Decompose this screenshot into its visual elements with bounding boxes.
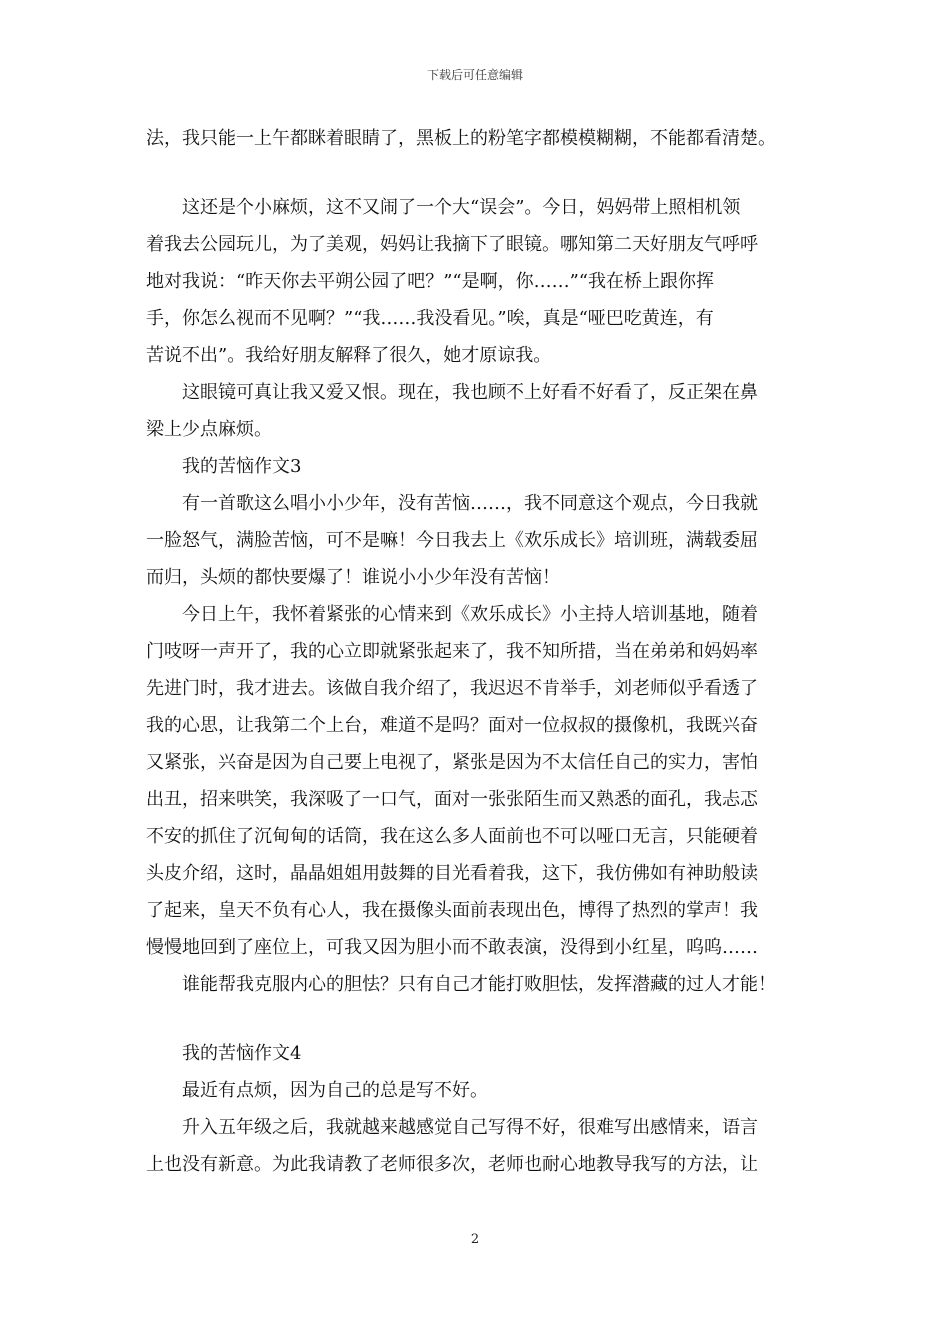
page-header: 下载后可任意编辑 (426, 68, 523, 82)
text-line: 上也没有新意。为此我请教了老师很多次，老师也耐心地教导我写的方法，让 (146, 1154, 758, 1175)
text-line: 地对我说：“昨天你去平朔公园了吧？”“是啊，你……”“我在桥上跟你挥 (146, 271, 715, 292)
text-line: 最近有点烦，因为自己的总是写不好。 (182, 1080, 488, 1101)
text-line: 升入五年级之后，我就越来越感觉自己写得不好，很难写出感情来，语言 (182, 1117, 758, 1138)
document-body (146, 120, 826, 1183)
text-line: 这还是个小麻烦，这不又闹了一个大“误会”。今日，妈妈带上照相机领 (182, 197, 741, 218)
text-line: 又紧张，兴奋是因为自己要上电视了，紧张是因为不太信任自己的实力，害怕 (146, 752, 758, 773)
text-line: 谁能帮我克服内心的胆怯？只有自己才能打败胆怯，发挥潜藏的过人才能！ (182, 974, 776, 995)
text-line: 了起来，皇天不负有心人，我在摄像头面前表现出色，博得了热烈的掌声！我 (146, 900, 758, 921)
page-number: 2 (470, 1232, 480, 1247)
text-line: 门吱呀一声开了，我的心立即就紧张起来了，我不知所措，当在弟弟和妈妈率 (146, 641, 758, 662)
text-line: 头皮介绍，这时，晶晶姐姐用鼓舞的目光看着我，这下，我仿佛如有神助般读 (146, 863, 758, 884)
paragraph-gap (146, 1003, 826, 1035)
text-line: 一脸怒气，满脸苦恼，可不是嘛！今日我去上《欢乐成长》培训班，满载委屈 (146, 530, 758, 551)
text-line: 苦说不出”。我给好朋友解释了很久，她才原谅我。 (146, 345, 552, 366)
text-line: 不安的抓住了沉甸甸的话筒，我在这么多人面前也不可以哑口无言，只能硬着 (146, 826, 758, 847)
text-line: 我的心思，让我第二个上台，难道不是吗？面对一位叔叔的摄像机，我既兴奋 (146, 715, 758, 736)
section-heading: 我的苦恼作文4 (182, 1043, 302, 1064)
section-heading: 我的苦恼作文3 (182, 456, 302, 477)
text-line: 手，你怎么视而不见啊？”“我……我没看见。”唉，真是“哑巴吃黄连，有 (146, 308, 714, 329)
text-line: 着我去公园玩儿，为了美观，妈妈让我摘下了眼镜。哪知第二天好朋友气呼呼 (146, 234, 758, 255)
text-line: 有一首歌这么唱小小少年，没有苦恼……，我不同意这个观点，今日我就 (182, 493, 758, 514)
text-line: 出丑，招来哄笑，我深吸了一口气，面对一张张陌生而又熟悉的面孔，我忐忑 (146, 789, 758, 810)
text-line: 今日上午，我怀着紧张的心情来到《欢乐成长》小主持人培训基地，随着 (182, 604, 758, 625)
text-line: 梁上少点麻烦。 (146, 419, 272, 440)
text-line: 先进门时，我才进去。该做自我介绍了，我迟迟不肯举手，刘老师似乎看透了 (146, 678, 758, 699)
text-line: 法，我只能一上午都眯着眼睛了，黑板上的粉笔字都模模糊糊，不能都看清楚。 (146, 128, 776, 149)
text-line: 而归，头烦的都快要爆了！谁说小小少年没有苦恼！ (146, 567, 560, 588)
paragraph-gap (146, 157, 826, 189)
text-line: 这眼镜可真让我又爱又恨。现在，我也顾不上好看不好看了，反正架在鼻 (182, 382, 758, 403)
text-line: 慢慢地回到了座位上，可我又因为胆小而不敢表演，没得到小红星，呜呜…… (146, 937, 758, 958)
